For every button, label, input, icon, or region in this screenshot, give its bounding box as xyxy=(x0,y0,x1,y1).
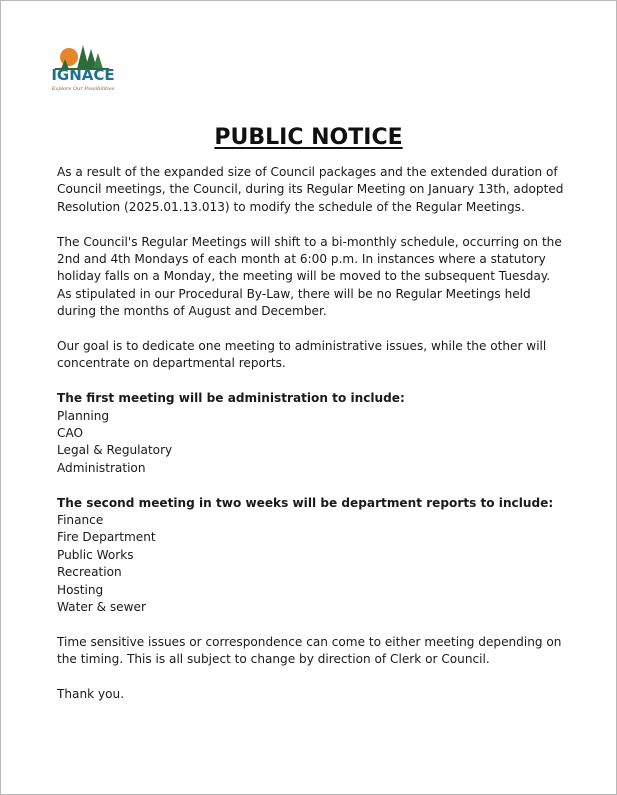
list-item: Legal & Regulatory xyxy=(57,443,173,458)
list-item: Administration xyxy=(57,460,146,475)
logo-wordmark: IGNACE xyxy=(51,66,115,84)
paragraph-goal: Our goal is to dedicate one meeting to administrative issues, while the other will concentrate on departmental reports. xyxy=(57,339,547,371)
list-item: Recreation xyxy=(57,565,122,580)
list-item: Finance xyxy=(57,513,104,528)
page-title: PUBLIC NOTICE xyxy=(214,125,403,150)
notice-body xyxy=(57,164,567,721)
list-item: Public Works xyxy=(57,547,134,562)
second-meeting-list xyxy=(57,512,567,616)
ignace-logo xyxy=(47,41,119,101)
paragraph-schedule: The Council's Regular Meetings will shift to a bi-monthly schedule, occurring on the 2nd and 4th Mondays of each month at 6:00 p.m. In instances where a statutory holiday falls on a Monday, the meeting will be moved to the subsequent Tuesday. As stipulated in our Procedural By-Law, there will be no Regular Meetings held during the months of August and December. xyxy=(57,234,562,319)
paragraph-time-sensitive: Time sensitive issues or correspondence can come to either meeting depending on the timing. This is all subject to change by direction of Clerk or Council. xyxy=(57,634,562,667)
closing-text: Thank you. xyxy=(57,687,125,702)
list-item: Planning xyxy=(57,408,110,423)
list-item: Water & sewer xyxy=(57,600,146,615)
first-meeting-list xyxy=(57,408,567,478)
first-meeting-heading: The first meeting will be administration to include: xyxy=(57,391,405,406)
logo-tagline: Explore Our Possibilities xyxy=(51,86,115,92)
second-meeting-heading: The second meeting in two weeks will be department reports to include: xyxy=(57,495,554,510)
list-item: Hosting xyxy=(57,582,104,597)
paragraph-resolution: As a result of the expanded size of Council packages and the extended duration of Council meetings, the Council, during its Regular Meeting on January 13th, adopted Resolution (2025.01.13.013) to modify the schedule of the Regular Meetings. xyxy=(57,165,564,214)
list-item: CAO xyxy=(57,426,84,441)
list-item: Fire Department xyxy=(57,530,156,545)
